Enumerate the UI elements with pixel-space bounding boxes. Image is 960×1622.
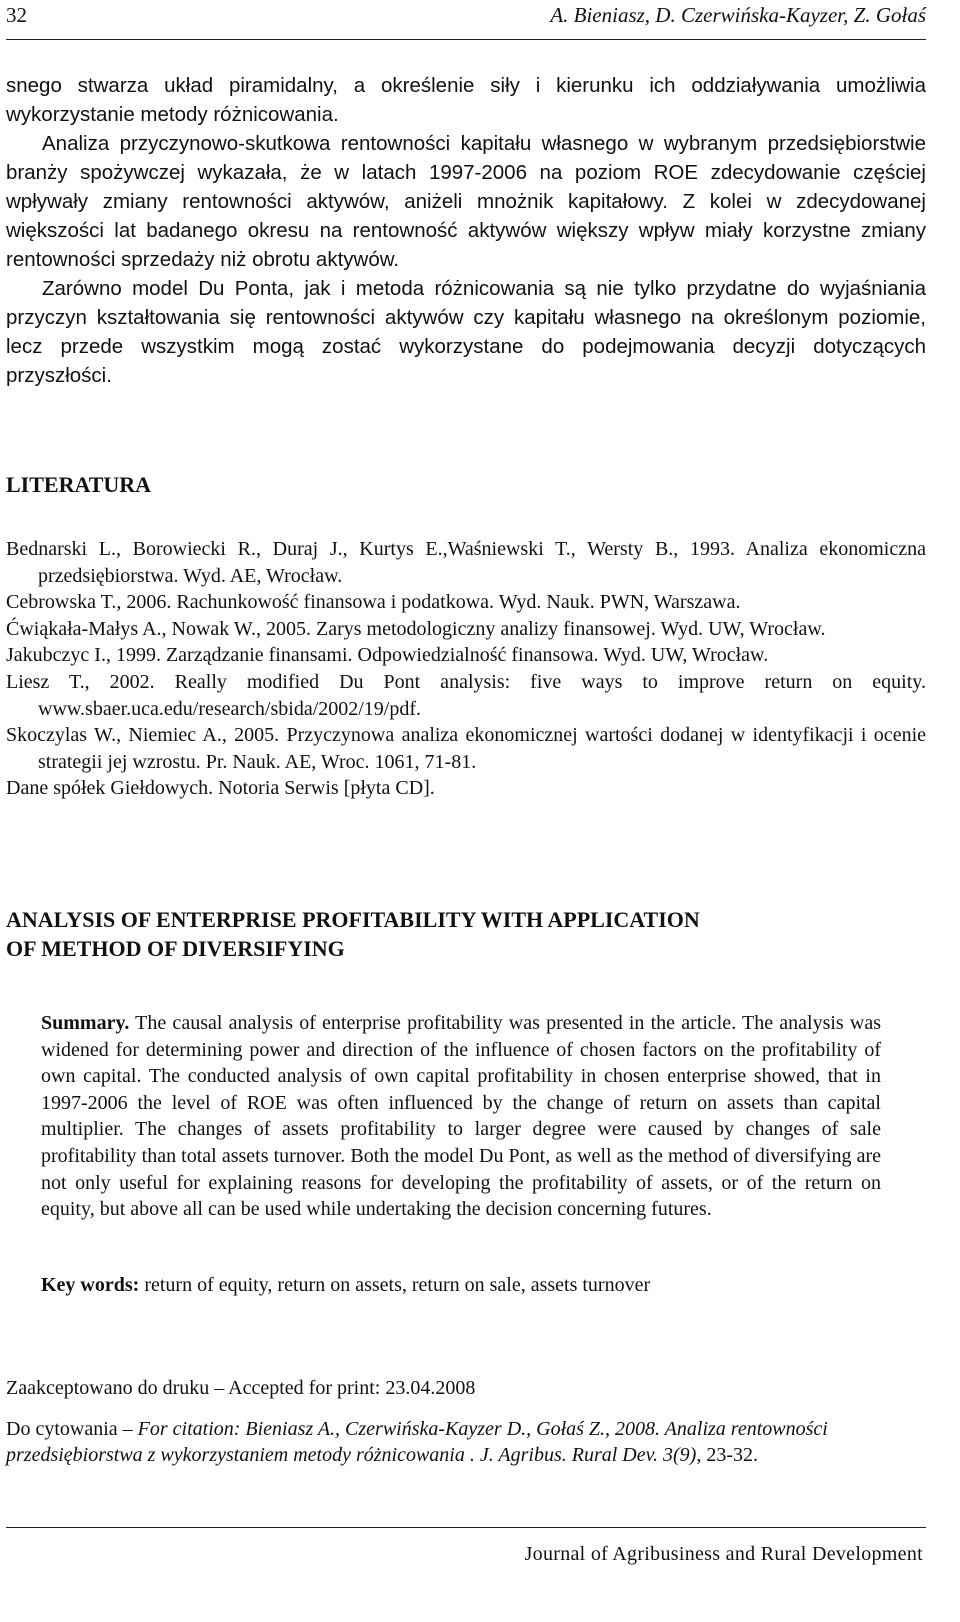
journal-name: Journal of Agribusiness and Rural Development [524, 1543, 923, 1565]
summary-label: Summary. [41, 1012, 130, 1034]
reference-item: Dane spółek Giełdowych. Notoria Serwis [płyta CD]. [6, 777, 435, 800]
reference-item: Skoczylas W., Niemiec A., 2005. Przyczynowa analiza ekonomicznej wartości dodanej w identyfikacji i ocenie strategii jej wzrostu. Pr. Nauk. AE, Wroc. 1061, 71-81. [6, 724, 926, 773]
summary-text: The causal analysis of enterprise profitability was presented in the article. The analysis was widened for determining power and direction of the influence of chosen factors on the profitability of own capital. The conducted analysis of own capital profitability in chosen enterprise showed, that in 1997-2006 the level of ROE was often influenced by the change of return on assets than capital multiplier. The changes of assets profitability to larger degree were caused by changes of sale profitability than total assets turnover. Both the model Du Pont, as well as the method of diversifying are not only useful for explaining reasons for developing the profitability of assets, or of the return on equity, but above all can be used while undertaking the decision concerning futures. [41, 1012, 881, 1221]
keywords-line [41, 1274, 650, 1297]
reference-list [6, 536, 926, 802]
accepted-date: Zaakceptowano do druku – Accepted for print: 23.04.2008 [6, 1377, 476, 1399]
citation [6, 1416, 906, 1468]
page-number: 32 [6, 3, 27, 27]
english-title [6, 905, 700, 963]
reference-item: Jakubczyc I., 1999. Zarządzanie finansami. Odpowiedzialność finansowa. Wyd. UW, Wrocław. [6, 644, 769, 667]
citation-lead: Do cytowania – [6, 1418, 138, 1440]
reference-item: Liesz T., 2002. Really modified Du Pont analysis: five ways to improve return on equity. www.sbaer.uca.edu/research/sbida/2002/19/pdf. [6, 670, 926, 720]
header-rule [6, 39, 926, 40]
reference-item: Cebrowska T., 2006. Rachunkowość finansowa i podatkowa. Wyd. Nauk. PWN, Warszawa. [6, 591, 741, 614]
english-title-line-1: ANALYSIS OF ENTERPRISE PROFITABILITY WITH APPLICATION [6, 907, 700, 932]
english-title-line-2: OF METHOD OF DIVERSIFYING [6, 936, 345, 961]
citation-text: For citation: Bieniasz A., Czerwińska-Kayzer D., Gołaś Z., 2008. Analiza rentowności przedsiębiorstwa z wykorzystaniem metody różnicowania . J. Agribus. Rural Dev. 3(9), [6, 1418, 828, 1466]
body-text [6, 71, 926, 390]
summary-block [41, 1010, 881, 1223]
body-paragraph-3: Zarówno model Du Ponta, jak i metoda różnicowania są nie tylko przydatne do wyjaśniania przyczyn kształtowania się rentowności aktywów czy kapitału własnego na określonym poziomie, lecz przede wszystkim mogą zostać wykorzystane do podejmowania decyzji dotyczących przyszłości. [6, 277, 926, 387]
keywords-text: return of equity, return on assets, return on sale, assets turnover [139, 1274, 651, 1296]
citation-pages: 23-32. [701, 1444, 758, 1466]
running-header-authors: A. Bieniasz, D. Czerwińska-Kayzer, Z. Gołaś [550, 3, 926, 27]
footer-rule [6, 1527, 926, 1528]
reference-item: Bednarski L., Borowiecki R., Duraj J., Kurtys E.,Waśniewski T., Wersty B., 1993. Analiza ekonomiczna przedsiębiorstwa. Wyd. AE, Wrocław. [6, 538, 926, 587]
body-paragraph-2: Analiza przyczynowo-skutkowa rentowności kapitału własnego w wybranym przedsiębiorstwie branży spożywczej wykazała, że w latach 1997-2006 na poziom ROE zdecydowanie częściej wpływały zmiany rentowności aktywów, aniżeli mnożnik kapitałowy. Z kolei w zdecydowanej większości lat badanego okresu na rentowność aktywów większy wpływ miały korzystne zmiany rentowności sprzedaży niż obrotu aktywów. [6, 132, 926, 271]
body-paragraph-1: snego stwarza układ piramidalny, a określenie siły i kierunku ich oddziaływania umożliwia wykorzystanie metody różnicowania. [6, 74, 926, 126]
keywords-label: Key words: [41, 1274, 140, 1296]
reference-item: Ćwiąkała-Małys A., Nowak W., 2005. Zarys metodologiczny analizy finansowej. Wyd. UW, Wrocław. [6, 617, 826, 640]
literature-heading: LITERATURA [6, 472, 152, 497]
